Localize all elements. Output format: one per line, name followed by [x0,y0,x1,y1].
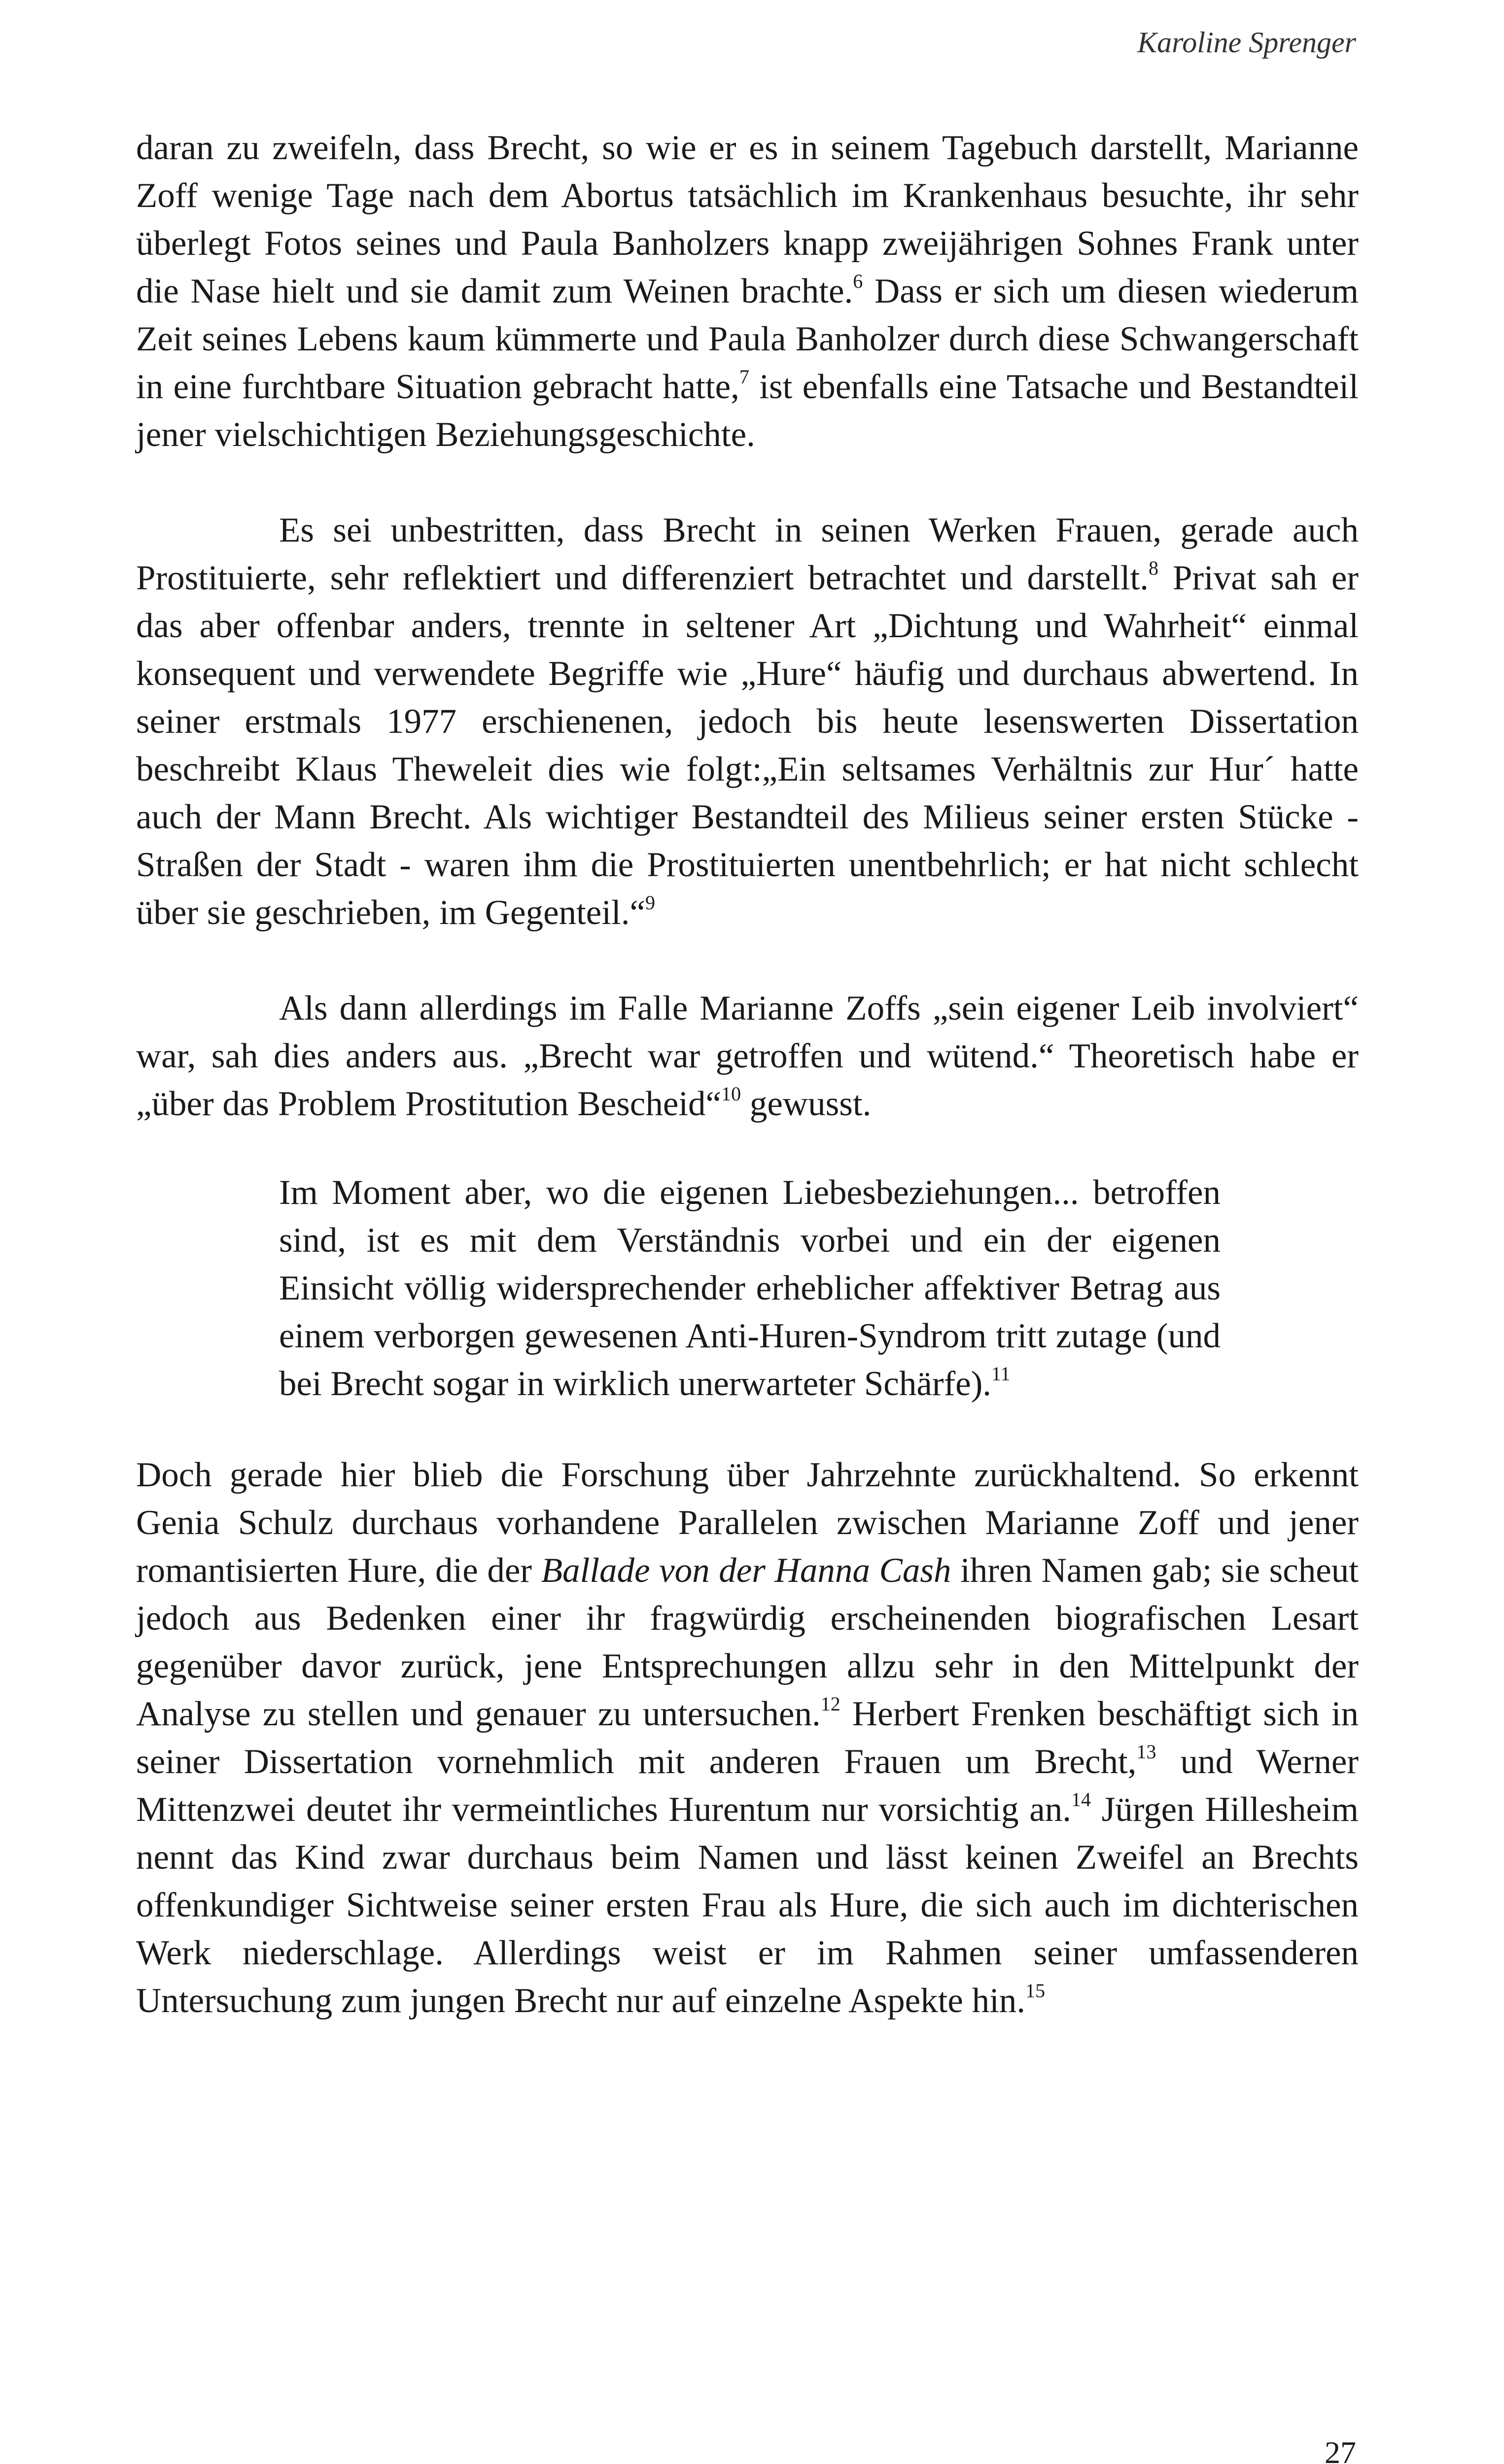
paragraph-4-text-b: ihren Namen gab; sie scheut jedoch aus Bedenken einer ihr fragwürdig erscheinenden biografischen Lesart gegenüber davor zurück, jene Entsprechungen allzu sehr in den Mittelpunkt der Analyse zu stellen und genauer zu untersuchen. [136,1551,1359,1733]
paragraph-1 [136,124,1359,459]
footnote-ref-11: 11 [991,1363,1011,1385]
paragraph-1-text-b: Dass er sich um diesen wiederum Zeit seines Lebens kaum kümmerte und Paula Banholzer durch diese Schwangerschaft in eine furchtbare Situation gebracht hatte, [136,272,1359,406]
footnote-ref-13: 13 [1136,1741,1156,1763]
paragraph-2-text-a: Es sei unbestritten, dass Brecht in seinen Werken Frauen, gerade auch Prostituierte, sehr reflektiert und differenziert betrachtet und darstellt. [136,511,1359,597]
paragraph-1-text-c: ist ebenfalls eine Tatsache und Bestandteil jener vielschichtigen Beziehungsgeschichte. [136,368,1359,454]
footnote-ref-10: 10 [721,1083,741,1105]
block-quote-text: Im Moment aber, wo die eigenen Liebesbeziehungen... betroffen sind, ist es mit dem Verständnis vorbei und ein der eigenen Einsicht völlig widersprechender erheblicher affektiver Betrag aus einem verborgen gewesenen Anti-Huren-Syndrom tritt zutage (und bei Brecht sogar in wirklich unerwarteter Schärfe). [279,1173,1221,1403]
body-text [136,124,1359,2025]
paragraph-1-text-a: daran zu zweifeln, dass Brecht, so wie er es in seinem Tagebuch darstellt, Marianne Zoff wenige Tage nach dem Abortus tatsächlich im Krankenhaus besuchte, ihr sehr überlegt Fotos seines und Paula Banholzers knapp zweijährigen Sohnes Frank unter die Nase hielt und sie damit zum Weinen brachte. [136,129,1359,310]
block-quote [279,1169,1221,1408]
paragraph-3-text-a: Als dann allerdings im Falle Marianne Zoffs „sein eigener Leib involviert“ war, sah dies anders aus. „Brecht war getroffen und wütend.“ Theoretisch habe er „über das Problem Prostitution Bescheid“ [136,989,1359,1123]
footnote-ref-7: 7 [739,366,749,388]
paragraph-4-text-a: Doch gerade hier blieb die Forschung über Jahrzehnte zurückhaltend. So erkennt Genia Schulz durchaus vorhandene Parallelen zwischen Marianne Zoff und jener romantisierten Hure, die der [136,1456,1359,1590]
footnote-ref-15: 15 [1025,1980,1046,2002]
footnote-ref-12: 12 [820,1693,840,1715]
running-header-author: Karoline Sprenger [1137,26,1356,59]
footnote-ref-9: 9 [645,891,656,914]
paragraph-2 [136,507,1359,937]
paragraph-4-text-e: Jürgen Hillesheim nennt das Kind zwar durchaus beim Namen und lässt keinen Zweifel an Brechts offenkundiger Sichtweise seiner ersten Frau als Hure, die sich auch im dichterischen Werk niederschlage. Allerdings weist er im Rahmen seiner umfassenderen Untersuchung zum jungen Brecht nur auf einzelne Aspekte hin. [136,1790,1359,2020]
paragraph-3-text-b: gewusst. [741,1085,872,1123]
paragraph-3 [136,985,1359,1128]
paragraph-4-text-c: Herbert Frenken beschäftigt sich in seiner Dissertation vornehmlich mit anderen Frauen um Brecht, [136,1695,1359,1781]
work-title-italic: Ballade von der Hanna Cash [541,1551,951,1590]
footnote-ref-8: 8 [1148,557,1158,579]
footnote-ref-14: 14 [1071,1788,1091,1811]
paragraph-2-text-b: Privat sah er das aber offenbar anders, trennte in seltener Art „Dichtung und Wahrheit“ einmal konsequent und verwendete Begriffe wie „Hure“ häufig und durchaus abwertend. In seiner erstmals 1977 erschienenen, jedoch bis heute lesenswerten Dissertation beschreibt Klaus Theweleit dies wie folgt:„Ein seltsames Verhältnis zur Hur´ hatte auch der Mann Brecht. Als wichtiger Bestandteil des Milieus seiner ersten Stücke - Straßen der Stadt - waren ihm die Prostituierten unentbehrlich; er hat nicht schlecht über sie geschrieben, im Gegenteil.“ [136,559,1359,932]
paragraph-4 [136,1451,1359,2025]
page-number: 27 [1325,2435,1356,2464]
footnote-ref-6: 6 [853,270,863,292]
paragraph-4-text-d: und Werner Mittenzwei deutet ihr vermeintliches Hurentum nur vorsichtig an. [136,1743,1359,1829]
